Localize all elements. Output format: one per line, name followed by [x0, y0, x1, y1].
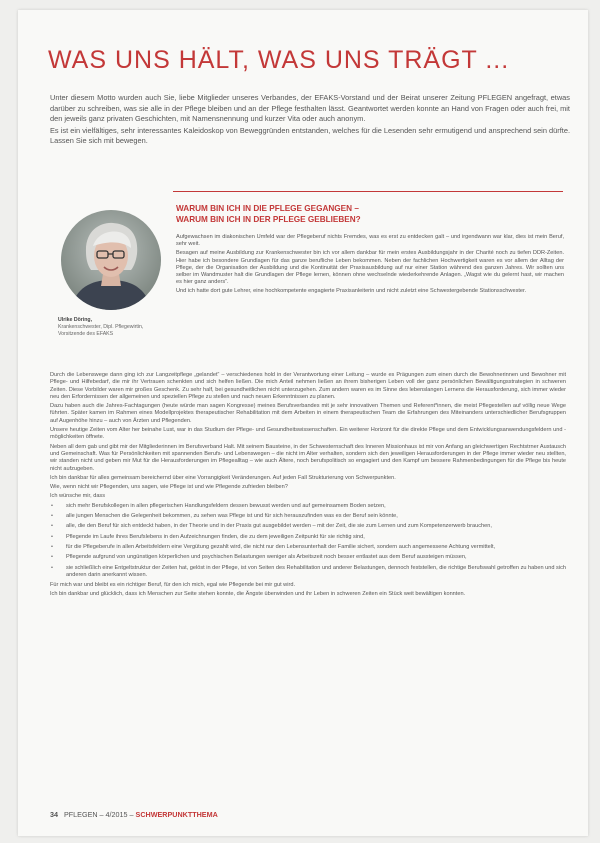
body-paragraph: Ich bin dankbar für alles gemeinsam bereichernd über eine Vorrangigkeit Veränderungen. Auf jeden Fall Strukturierung von Schwerpunkten. — [50, 474, 396, 481]
photo-caption — [58, 317, 170, 337]
section-subheading — [176, 203, 556, 225]
list-item: • Pflegende im Laufe ihres Berufslebens in den Aufzeichnungen finden, die zu dem jeweiligen Zeitpunkt für sie richtig sind, — [50, 534, 566, 541]
section-divider — [173, 191, 563, 192]
body-paragraph: Ich wünsche mir, dass — [50, 493, 106, 500]
body-paragraph: Dazu haben auch die Jahres-Fachtagungen (heute würde man sagen Kongresse) meines Berufsverbandes mit je sehr innovativen Themen und Referent*innen, die meist Pflegestellen auf völlig neue Wege führten. Später kamen im Rahmen eines Modellprojektes therapeutischer Rehabilitation mit dem Arbeiten in einem therapeutischen Team die Erfahrungen des Miteinanders unterschiedlicher Berufsgruppen auf Augenhöhe hinzu – auch von Ärzten und Pflegenden. — [50, 403, 566, 424]
issue-label: PFLEGEN – 4/2015 – — [64, 810, 134, 819]
page-title: WAS UNS HÄLT, WAS UNS TRÄGT ... — [48, 46, 510, 74]
list-item: • sie schließlich eine Entgeltstruktur der Zeiten hat, gelöst in der Pflege, ist von Seiten des Rehabilitation und anderer Belastungen, dennoch feststellen, die richtige Berufswahl getroffen zu haben und sich anderen darin anerkannt wissen. — [50, 565, 566, 580]
list-item: • sich mehr Berufskollegen in allen pflegerischen Handlungsfeldern dessen bewusst werden und auf gemeinsamem Boden setzen, — [50, 503, 566, 510]
page-footer — [50, 810, 530, 819]
page-number: 34 — [50, 810, 58, 819]
article-body — [50, 372, 566, 601]
closing-paragraph: Ich bin dankbar und glücklich, dass ich Menschen zur Seite stehen konnte, die Ängste überwinden und ihr Leben in schweren Zeiten ein Stück weit bewältigen konnten. — [50, 591, 466, 598]
magazine-page — [18, 10, 588, 836]
intro-paragraph: Unter diesem Motto wurden auch Sie, liebe Mitglieder unseres Verbandes, der EFAKS-Vorstand und der Beirat unserer Zeitung PFLEGEN angefragt, etwas darüber zu schreiben, was sie alle in der Pflege bleiben und an der Pflege festhalten lässt. Geantwortet werden konnte an Hand von Fragen oder auch frei, mit den jeweils ganz privaten Geschichten, mit Namensnennung und kurzer Vita oder auch anonym. — [50, 93, 570, 123]
list-item: • alle jungen Menschen die Gelegenheit bekommen, zu sehen was Pflege ist und für sich herauszufinden was es der Beruf sein könnte, — [50, 513, 566, 520]
body-paragraph: Unsere heutige Zeiten vom Alter her beinahe Lust, war in das Studium der Pflege- und Gesundheitswissenschaften. Ein weiterer Horizont für die direkte Pflege und dem Entwicklungsanwendungsfeldern und -möglichkeiten öffnete. — [50, 427, 566, 441]
answer-paragraph: Aufgewachsen im diakonischen Umfeld war der Pflegeberuf nichts Fremdes, was es erst zu entdecken galt – und irgendwann war klar, dies ist mein Beruf, sehr weit. — [176, 234, 564, 248]
body-paragraph: Wie, wenn nicht wir Pflegenden, uns sagen, wie Pflege ist und wie Pflegende zufrieden bleiben? — [50, 484, 288, 491]
caption-name: Ulrike Döring, — [58, 317, 93, 323]
body-paragraph: Neben all dem gab und gibt mir der Mitgliederinnen im Berufsverband Halt. Mit seinem Bausteine, in der Schwesternschaft des Inneren Missionhaus ist mir von Anfang an gleichwertigen Rechtstrner Austausch und Gemeinschaft. Was für Persönlichkeiten mit spannenden Berufs- und Lebenswegen – die nicht im Alter verhalten, sondern sich den jeweiligen Herausforderungen in der Pflege immer wieder neu stellten, wir standen nicht und geben mir Mut für die Herausforderungen im Pflegealltag – wie auch Ältere, noch berufspolitisch so engagiert und den Kampf um bessere Rahmenbedingungen für die Pflege bis heute nicht aufzugeben. — [50, 443, 566, 472]
intro-paragraph: Es ist ein vielfältiges, sehr interessantes Kaleidoskop von Beweggründen entstanden, welches für die Lesenden sehr ermutigend und ansprechend sein dürfte. Lassen Sie sich mit bewegen. — [50, 125, 570, 145]
list-item: • alle, die den Beruf für sich entdeckt haben, in der Theorie und in der Praxis gut ausgebildet werden – mit der Zeit, die sie zum Lernen und zum Kompetenzerwerb brauchen, — [50, 523, 566, 530]
list-item: • Pflegende aufgrund von ungünstigen körperlichen und psychischen Belastungen weniger als Arbeitszeit noch besser entlastet aus dem Beruf aussteigen müssen, — [50, 554, 566, 561]
answer-column — [176, 234, 564, 298]
wish-list — [50, 503, 566, 579]
section-label: SCHWERPUNKTTHEMA — [135, 810, 218, 819]
caption-role: Krankenschwester, Dipl. Pflegewirtin, Vorsitzende des EFAKS — [58, 323, 144, 337]
subheading-line: WARUM BIN ICH IN DIE PFLEGE GEGANGEN – — [176, 204, 359, 213]
portrait-image — [61, 210, 161, 310]
author-portrait-photo — [61, 210, 161, 310]
intro-text — [50, 93, 570, 148]
answer-paragraph: Besagen auf meine Ausbildung zur Krankenschwester bin ich vor allem dankbar für mein erstes Ausbildungsjahr in der Charité noch zu tiefen DDR-Zeiten. Hier habe ich besondere Grundlagen für das ganze berufliche Leben bekommen. Neben der fachlichen Hochwertigkeit waren es vor allem der Alltag der Pflege, der die Organisation der Ausbildung und die Kontinuität der Praxisausbildung auf nur einer Station während des ganzen Jahres. Wir sollten uns selber im Wandmuster halt die Grundlagen der Pflege lernen, können ohne wechselnde wiederkehrende Anlagen. „Wagst wie du gelernt hast, wir machen es hier ganz anders“. — [176, 250, 564, 286]
body-paragraph: Durch die Lebenswege dann ging ich zur Langzeitpflege „gelandet“ – verschiedenes hold in der Verantwortung einer Leitung – wurde es Prägungen zum einen durch die Bewohnerinnen und Bewohner mit Pflege- und Hilfebedarf, die mir ihr Vertrauen schenkten und sich helfen ließen. Die mich Anteil nehmen ließen an ihrem bisherigen Leben voll der ganz persönlichen Bewältigungsstrategien in schweren Zeiten. Diese Vorbilder waren mir großes Geschenk. Zu sehr half, bei gesundheitlichen nicht unterzugehen. Zum andern waren es im Sinne des lebenslangen Lernens die Herausforderung, sich immer wieder neu den Erfordernissen der allgemeinen und speziellen Pflege zu stellen und nach neuen Erkenntnissen zu planen. — [50, 372, 566, 400]
subheading-line: WARUM BIN ICH IN DER PFLEGE GEBLIEBEN? — [176, 215, 361, 224]
list-item: • für die Pflegeberufe in allen Arbeitsfeldern eine Vergütung gezahlt wird, die nicht nur den Lebensunterhalt der Familie sichert, sondern auch angemessene Achtung vermittelt, — [50, 544, 566, 551]
body-paragraph: Für mich war und bleibt es ein richtiger Beruf, für den ich mich, egal wie Pflegende bei mir gut wird. — [50, 582, 295, 589]
answer-paragraph: Und ich hatte dort gute Lehrer, eine hochkompetente engagierte Praxisanleiterin und nicht zuletzt eine Schwestergebende Stationsschwester. — [176, 288, 527, 295]
